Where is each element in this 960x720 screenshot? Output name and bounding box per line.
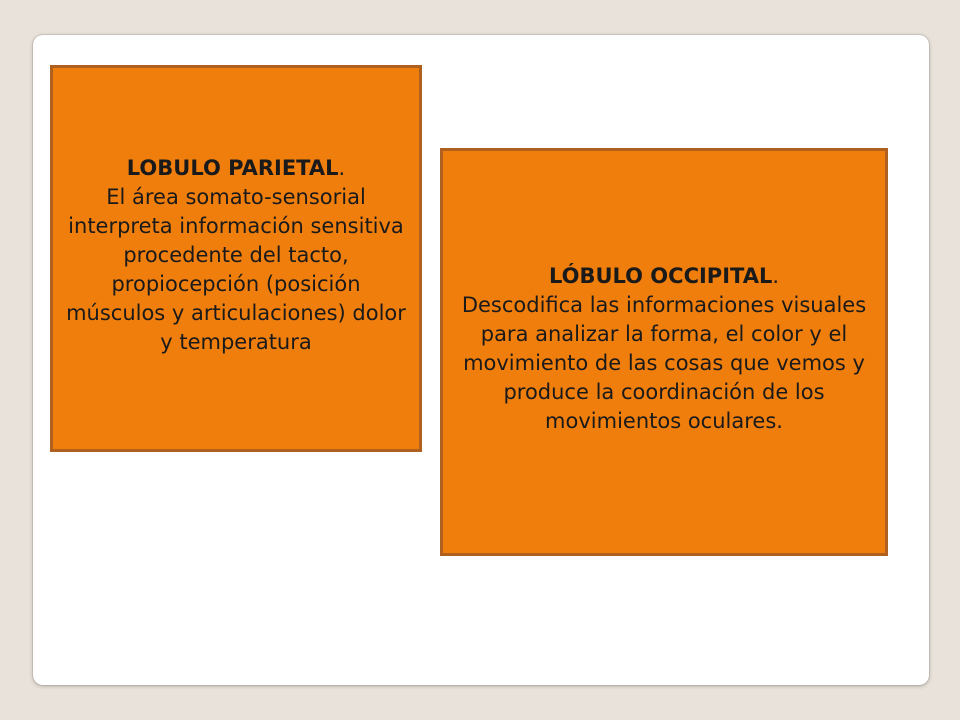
parietal-description: El área somato-sensorial interpreta información sensitiva procedente del tacto, propiocepción (posición músculos y articulaciones) dolor y temperatura: [66, 185, 406, 354]
parietal-lobe-box: [50, 65, 422, 452]
occipital-title-line: [549, 262, 779, 291]
parietal-title-line: [127, 154, 345, 183]
occipital-title: LÓBULO OCCIPITAL: [548, 264, 773, 288]
parietal-title-suffix: .: [338, 156, 346, 180]
occipital-title-suffix: .: [772, 264, 780, 288]
parietal-title: LOBULO PARIETAL: [126, 156, 339, 180]
occipital-description: Descodifica las informaciones visuales para analizar la forma, el color y el movimiento de las cosas que vemos y produce la coordinación de los movimientos oculares.: [461, 293, 867, 433]
occipital-lobe-box: [440, 148, 888, 556]
